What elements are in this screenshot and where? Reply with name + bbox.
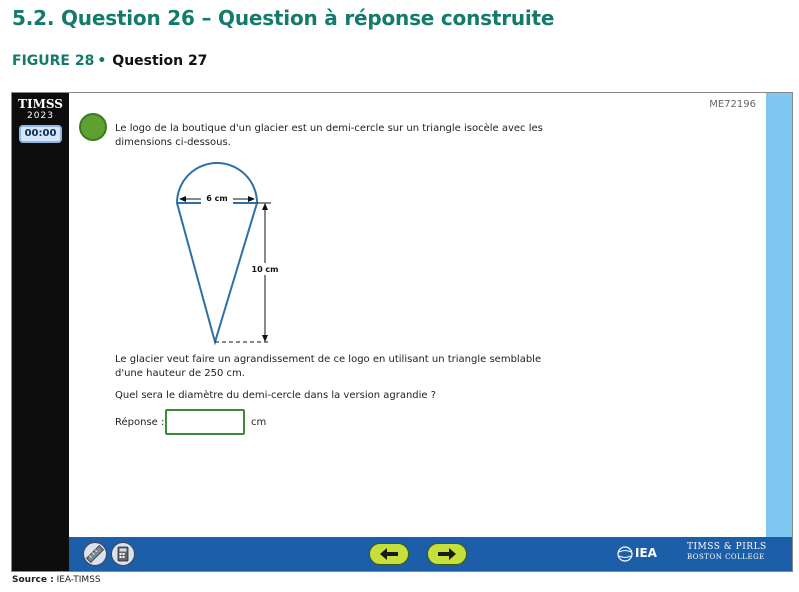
back-button[interactable]: [369, 543, 409, 565]
iea-globe-icon: [617, 546, 633, 562]
source-note: [12, 575, 101, 585]
source-value: IEA-TIMSS: [56, 575, 101, 585]
question-bullet-icon: [79, 113, 107, 141]
brand-line-2: BOSTON COLLEGE: [687, 553, 765, 561]
next-button[interactable]: [427, 543, 467, 565]
timss-logo: TIMSS: [18, 97, 63, 111]
bottom-toolbar: [69, 537, 792, 571]
question-area: [69, 93, 766, 537]
ruler-icon: [84, 543, 106, 565]
calculator-icon: [112, 543, 134, 565]
section-title: 5.2. Question 26 – Question à réponse construite: [12, 6, 555, 30]
question-intro: Le logo de la boutique d'un glacier est un demi-cercle sur un triangle isocèle avec les dimensions ci-dessous.: [115, 123, 543, 148]
source-label: Source :: [12, 575, 54, 585]
left-sidebar: [12, 93, 69, 571]
arrowhead-down-icon: [262, 335, 268, 342]
triangle-shape: [177, 203, 257, 342]
figure-title: Question 27: [112, 53, 208, 69]
timss-year: 2023: [27, 111, 54, 121]
timss-pirls-logo: [687, 542, 767, 561]
figure-separator: •: [97, 53, 107, 69]
figure-label: FIGURE 28: [12, 53, 95, 69]
iea-logo-text: IEA: [635, 546, 657, 560]
calculator-button[interactable]: [111, 542, 135, 566]
arrowhead-left-icon: [179, 196, 186, 202]
answer-label: Réponse :: [115, 417, 165, 428]
arrowhead-right-icon: [248, 196, 255, 202]
arrowhead-up-icon: [262, 203, 268, 210]
arrow-right-icon: [428, 544, 466, 564]
figure-caption: [12, 53, 207, 69]
height-label: 10 cm: [251, 265, 279, 274]
ruler-button[interactable]: [83, 542, 107, 566]
timer-display: 00:00: [19, 125, 62, 143]
arrow-left-icon: [370, 544, 408, 564]
question-context: Le glacier veut faire un agrandissement de ce logo en utilisant un triangle semblable d'une hauteur de 250 cm.: [115, 354, 542, 379]
answer-input[interactable]: [165, 409, 245, 435]
brand-line-1: TIMSS & PIRLS: [687, 542, 767, 552]
ice-cream-logo-figure: [149, 159, 289, 349]
item-id: ME72196: [709, 99, 756, 110]
question-prompt: Quel sera le diamètre du demi-cercle dans la version agrandie ?: [115, 390, 437, 401]
answer-unit: cm: [251, 417, 267, 428]
scrollbar[interactable]: [766, 93, 792, 537]
test-window: [11, 92, 793, 572]
diameter-label: 6 cm: [206, 194, 228, 203]
